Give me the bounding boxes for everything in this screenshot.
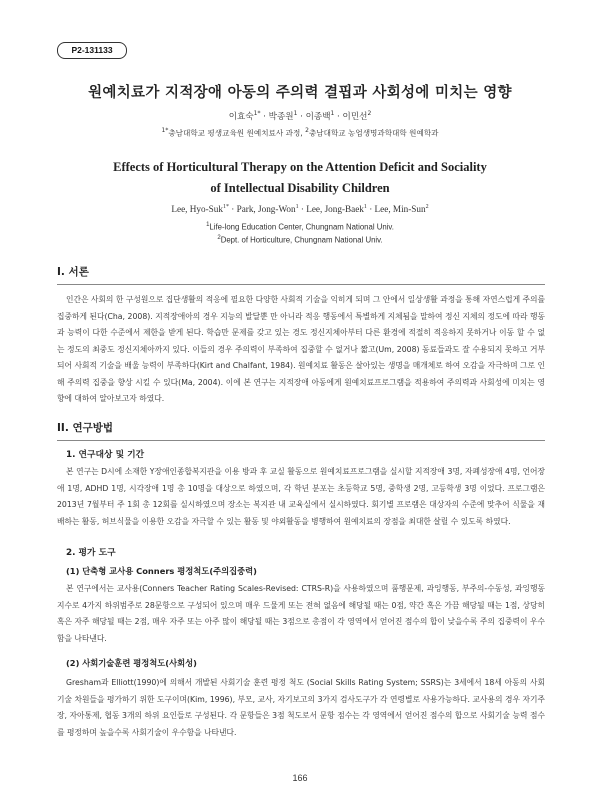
author-superscript: 2 [367,110,372,118]
author-name: Lee, Jong-Baek [306,204,364,215]
poster-id-badge: P2-131133 [57,42,127,59]
subsection-heading-subjects: 1. 연구대상 및 기간 [66,450,145,460]
korean-affiliations [0,127,600,139]
korean-title: 원예치료가 지적장애 아동의 주의력 결핍과 사회성에 미치는 영향 [88,84,512,101]
author-name: 이민선 [342,112,368,122]
english-authors [0,204,600,214]
english-title [0,157,600,199]
english-affiliations [0,220,600,246]
author-name: Park, Jong-Won [236,204,296,215]
author-name: 이효숙 [228,112,254,122]
affiliation-text: Life-long Education Center, Chungnam National Univ. [209,222,394,232]
author-superscript: 1 [363,204,367,210]
affiliation-superscript: 2 [217,235,221,242]
author-superscript: 1 [330,110,335,118]
author-separator: · [298,204,307,215]
author-superscript: 1 [293,110,298,118]
author-separator: · [260,112,269,122]
subsection-heading-instruments: 2. 평가 도구 [66,548,116,558]
conners-paragraph: 본 연구에서는 교사용(Conners Teacher Rating Scales-Revised: CTRS-R)을 사용하였으며 품행문제, 과잉행동, 부주의-수동성, 과잉행동 지수로 4가지 하위범주로 28문항으로 구성되어 있으며 매우 드물게 또는 전혀 없음에 해당될 때는 0점, 약간 혹은 가끔 해당될 때는 1점, 상당히 혹은 자주 해당될 때는 2점, 매우 자주 또는 아주 많이 해당될 때는 3점으로 총점이 각 영역에서 얻어진 점수의 합이 낮을수록 주의 집중력이 우수함을 나타낸다. [57,584,545,643]
affiliation-superscript: 1 [206,222,210,228]
english-title-line: Effects of Horticultural Therapy on the Attention Deficit and Sociality [113,160,487,174]
introduction-paragraph: 인간은 사회의 한 구성원으로 집단생활의 적응에 필요한 다양한 사회적 기술을 익히게 되며 그 안에서 일상생활 과정을 통해 자연스럽게 주의를 집중하게 된다(Cha, 2008). 지적장애아의 경우 지능의 발달뿐 만 아니라 적응 행동에서 특별하게 지체됨을 말하여 정신 지체의 정도에 따라 행동과 능력이 다한 수준에서 제한을 받게 된다. 학습만 문제를 갖고 있는 경도 정신지체아부터 다른 환경에 적절히 적응하지 못하거나 이동 할 수 없는 정도의 최중도 정신지체아까지 있다. 이들의 경우 주의력이 부족하여 집중할 수 없거나 짧고(Um, 2008) 동료들과도 잘 수용되지 못하고 거부되어 사회적 기술을 배울 능력이 부족하다(Kirt and Chalfant, 1984). 원예치료 활동은 살아있는 생명을 매개체로 하여 오감을 자극하며 그로 인해 주의력 집중을 향상 시킬 수 있다(Ma, 2004). 이에 본 연구는 지적장애 아동에게 원예치료프로그램을 적용하여 주의력과 사회성에 미치는 영향에 대하여 알아보고자 하였다. [57,295,545,403]
affiliation-superscript: 2 [305,127,309,134]
instrument-heading-conners: (1) 단축형 교사용 Conners 평정척도(주의집중력) [66,566,257,576]
author-separator: · [334,112,343,122]
section-divider [57,284,545,285]
author-separator: · [228,204,237,215]
section-heading-methods: II. 연구방법 [57,422,114,434]
author-name: 박종원 [268,112,294,122]
page-number: 166 [292,773,308,783]
affiliation-text: 충남대학교 농업생명과학대학 원예학과 [308,128,439,138]
author-superscript: 1* [253,110,261,118]
author-superscript: 1 [295,204,299,210]
author-superscript: 1* [222,204,229,210]
author-separator: · [297,112,306,122]
section-divider [57,440,545,441]
subjects-paragraph: 본 연구는 D시에 소재한 Y장애인종합복지관을 이용 방과 후 교실 활동으로 원예치료프로그램을 실시할 지적장애 3명, 자폐성장애 4명, 언어장애 1명, ADHD 1명, 시각장애 1명 총 10명을 대상으로 하였으며, 각 학년 분포는 초등학교 5명, 중학생 2명, 고등학생 3명 이었다. 프로그램은 2013년 7월부터 주 1회 총 12회를 실시하였으며 장소는 복지관 내 교육실에서 실시하였다. 회기별 프로램은 대상자의 수준에 맞추어 식물을 재배하는 활동, 허브식물을 이용한 오감을 자극할 수 있는 활동 및 야외활동을 병행하여 원예치료의 장점을 최대한 살릴 수 있도록 하였다. [57,467,545,526]
affiliation-text: 충남대학교 평생교육원 원예치료사 과정, [168,128,306,138]
author-name: Lee, Min-Sun [374,204,426,215]
affiliation-line [0,220,600,233]
english-title-line: of Intellectual Disability Children [210,181,390,195]
author-superscript: 2 [425,204,429,210]
instrument-heading-ssrs: (2) 사회기술훈련 평정척도(사회성) [66,658,197,668]
affiliation-line [0,233,600,246]
affiliation-superscript: 1* [161,127,169,134]
korean-authors [0,110,600,122]
author-separator: · [366,204,375,215]
author-name: Lee, Hyo-Suk [171,204,223,215]
author-name: 이종백 [305,112,331,122]
ssrs-paragraph: Gresham과 Elliott(1990)에 의해서 개발된 사회기술 훈련 평정 척도 (Social Skills Rating System; SSRS)는 3세에서 18세 아동의 사회 기술 차원들을 평가하기 위한 도구이며(Kim, 1996), 부모, 교사, 자기보고의 3가지 검사도구가 각 연령별로 사용가능하다. 교사용의 경우 자기주장, 자아통제, 협동 3개의 하위 요인들로 구성된다. 각 문항들은 3점 척도로서 문항 점수는 각 영역에서 얻어진 점수의 합으로 사회기술 능력 점수를 평정하며 높을수록 사회기술이 우수함을 나타낸다. [57,678,545,737]
section-heading-introduction: I. 서론 [57,266,89,278]
affiliation-text: Dept. of Horticulture, Chungnam National Univ. [220,235,383,245]
